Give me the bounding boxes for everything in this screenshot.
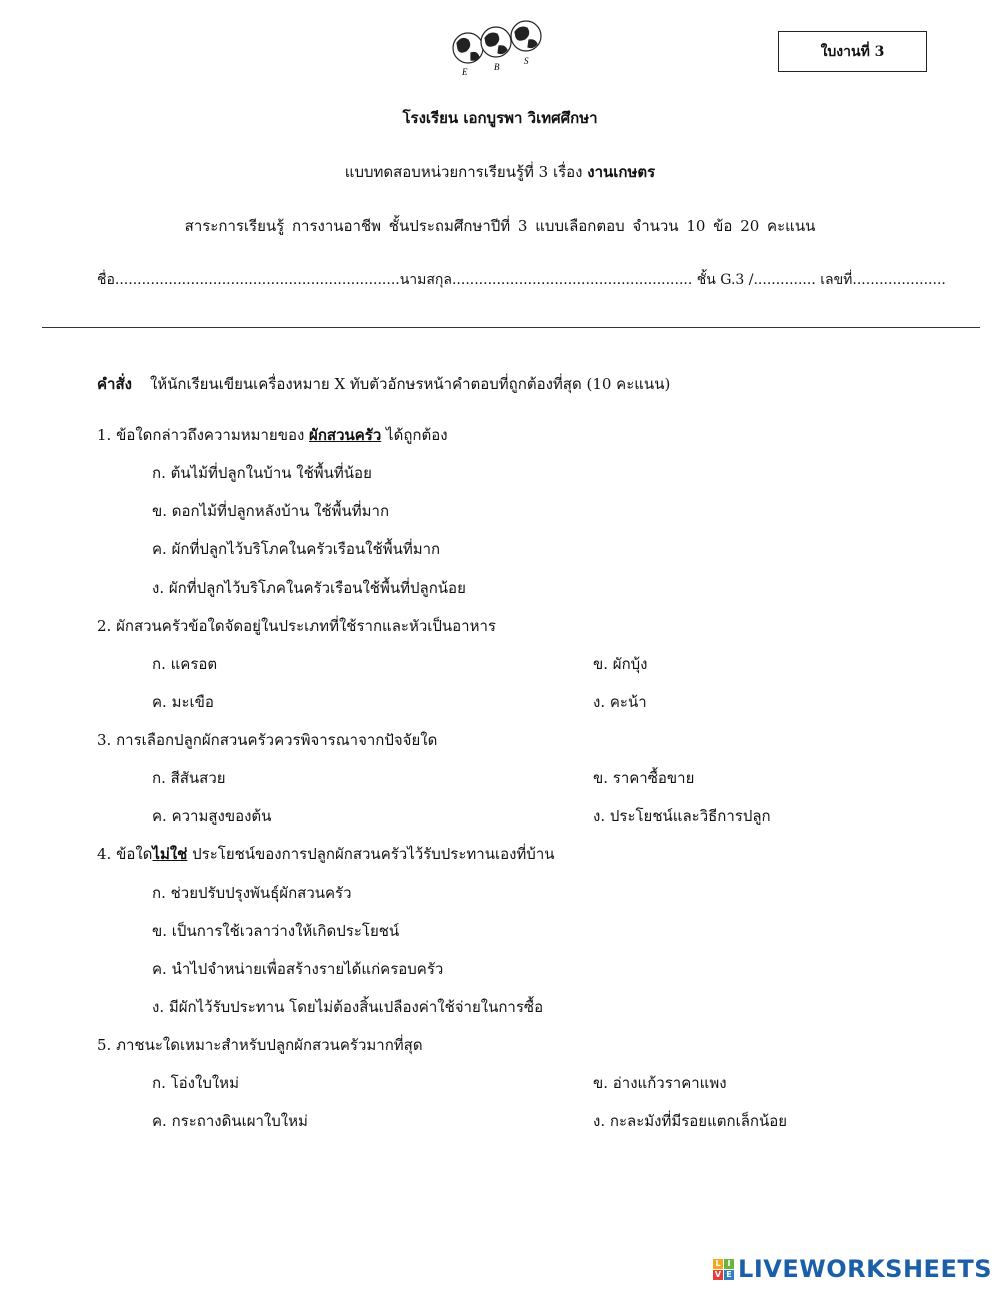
question-1 bbox=[97, 423, 448, 447]
student-info-line[interactable]: ชื่อ................................................................นามสกุล...................................................... ชั้น G.3 /.............. เลขที่..................... bbox=[97, 272, 946, 288]
question-5: 5. ภาชนะใดเหมาะสำหรับปลูกผักสวนครัวมากที่สุด bbox=[97, 1036, 423, 1054]
q4-option-b[interactable]: ข. เป็นการใช้เวลาว่างให้เกิดประโยชน์ bbox=[152, 922, 400, 940]
q2-option-a[interactable]: ก. แครอต bbox=[152, 655, 218, 673]
svg-text:S: S bbox=[524, 56, 529, 66]
sheet-number-box bbox=[778, 31, 927, 72]
logo-block-i: I bbox=[724, 1259, 734, 1269]
q5-option-c[interactable]: ค. กระถางดินเผาใบใหม่ bbox=[152, 1112, 308, 1130]
q3-option-c[interactable]: ค. ความสูงของต้น bbox=[152, 807, 272, 825]
school-logo-globes bbox=[448, 18, 552, 78]
question-1-text: 1. ข้อใดกล่าวถึงความหมายของ bbox=[97, 426, 310, 444]
logo-block-l: L bbox=[713, 1259, 723, 1269]
q2-option-d[interactable]: ง. คะน้า bbox=[593, 693, 647, 711]
question-3: 3. การเลือกปลูกผักสวนครัวควรพิจารณาจากปัจจัยใด bbox=[97, 731, 438, 749]
question-4-emphasis: ไม่ใช่ bbox=[152, 845, 188, 863]
test-title bbox=[0, 160, 1000, 184]
q1-option-a[interactable]: ก. ต้นไม้ที่ปลูกในบ้าน ใช้พื้นที่น้อย bbox=[152, 464, 372, 482]
question-4-text: 4. ข้อใด bbox=[97, 845, 153, 863]
question-1-text-end: ได้ถูกต้อง bbox=[381, 426, 448, 444]
logo-block-v: V bbox=[714, 1269, 722, 1279]
instructions bbox=[97, 372, 670, 396]
q3-option-b[interactable]: ข. ราคาซื้อขาย bbox=[593, 769, 695, 787]
logo-block-e: E bbox=[724, 1270, 734, 1280]
q2-option-b[interactable]: ข. ผักบุ้ง bbox=[593, 655, 648, 673]
test-topic: งานเกษตร bbox=[587, 163, 656, 181]
q3-option-a[interactable]: ก. สีสันสวย bbox=[152, 769, 226, 787]
sheet-number: ใบงานที่ 3 bbox=[820, 43, 885, 60]
q2-option-c[interactable]: ค. มะเขือ bbox=[152, 693, 214, 711]
liveworksheets-text: LIVEWORKSHEETS bbox=[738, 1255, 992, 1283]
question-4-text-end: ประโยชน์ของการปลูกผักสวนครัวไว้รับประทานเองที่บ้าน bbox=[187, 845, 555, 863]
test-title-prefix: แบบทดสอบหน่วยการเรียนรู้ที่ 3 เรื่อง bbox=[344, 163, 588, 181]
liveworksheets-logo-icon bbox=[713, 1259, 734, 1280]
q3-option-d[interactable]: ง. ประโยชน์และวิธีการปลูก bbox=[593, 807, 771, 825]
school-name: โรงเรียน เอกบูรพา วิเทศศึกษา bbox=[402, 109, 598, 127]
q5-option-b[interactable]: ข. อ่างแก้วราคาแพง bbox=[593, 1074, 727, 1092]
q5-option-a[interactable]: ก. โอ่งใบใหม่ bbox=[152, 1074, 239, 1092]
header-divider bbox=[42, 327, 980, 328]
question-2: 2. ผักสวนครัวข้อใดจัดอยู่ในประเภทที่ใช้รากและหัวเป็นอาหาร bbox=[97, 617, 496, 635]
q4-option-c[interactable]: ค. นำไปจำหน่ายเพื่อสร้างรายได้แก่ครอบครัว bbox=[152, 960, 444, 978]
q1-option-c[interactable]: ค. ผักที่ปลูกไว้บริโภคในครัวเรือนใช้พื้นที่มาก bbox=[152, 540, 441, 558]
instructions-label: คำสั่ง bbox=[97, 375, 132, 393]
svg-text:E: E bbox=[462, 67, 468, 77]
question-1-emphasis: ผักสวนครัว bbox=[309, 426, 382, 444]
q5-option-d[interactable]: ง. กะละมังที่มีรอยแตกเล็กน้อย bbox=[593, 1112, 788, 1130]
liveworksheets-watermark bbox=[713, 1255, 992, 1283]
instructions-text: ให้นักเรียนเขียนเครื่องหมาย X ทับตัวอักษรหน้าคำตอบที่ถูกต้องที่สุด (10 คะแนน) bbox=[149, 375, 671, 393]
question-4 bbox=[97, 842, 555, 866]
subject-line: สาระการเรียนรู้ การงานอาชีพ ชั้นประถมศึกษาปีที่ 3 แบบเลือกตอบ จำนวน 10 ข้อ 20 คะแนน bbox=[184, 217, 816, 235]
q4-option-a[interactable]: ก. ช่วยปรับปรุงพันธุ์ผักสวนครัว bbox=[152, 884, 352, 902]
q1-option-d[interactable]: ง. ผักที่ปลูกไว้บริโภคในครัวเรือนใช้พื้นที่ปลูกน้อย bbox=[152, 579, 466, 597]
q4-option-d[interactable]: ง. มีผักไว้รับประทาน โดยไม่ต้องสิ้นเปลืองค่าใช้จ่ายในการซื้อ bbox=[152, 998, 544, 1016]
q1-option-b[interactable]: ข. ดอกไม้ที่ปลูกหลังบ้าน ใช้พื้นที่มาก bbox=[152, 502, 390, 520]
svg-text:B: B bbox=[494, 62, 500, 72]
